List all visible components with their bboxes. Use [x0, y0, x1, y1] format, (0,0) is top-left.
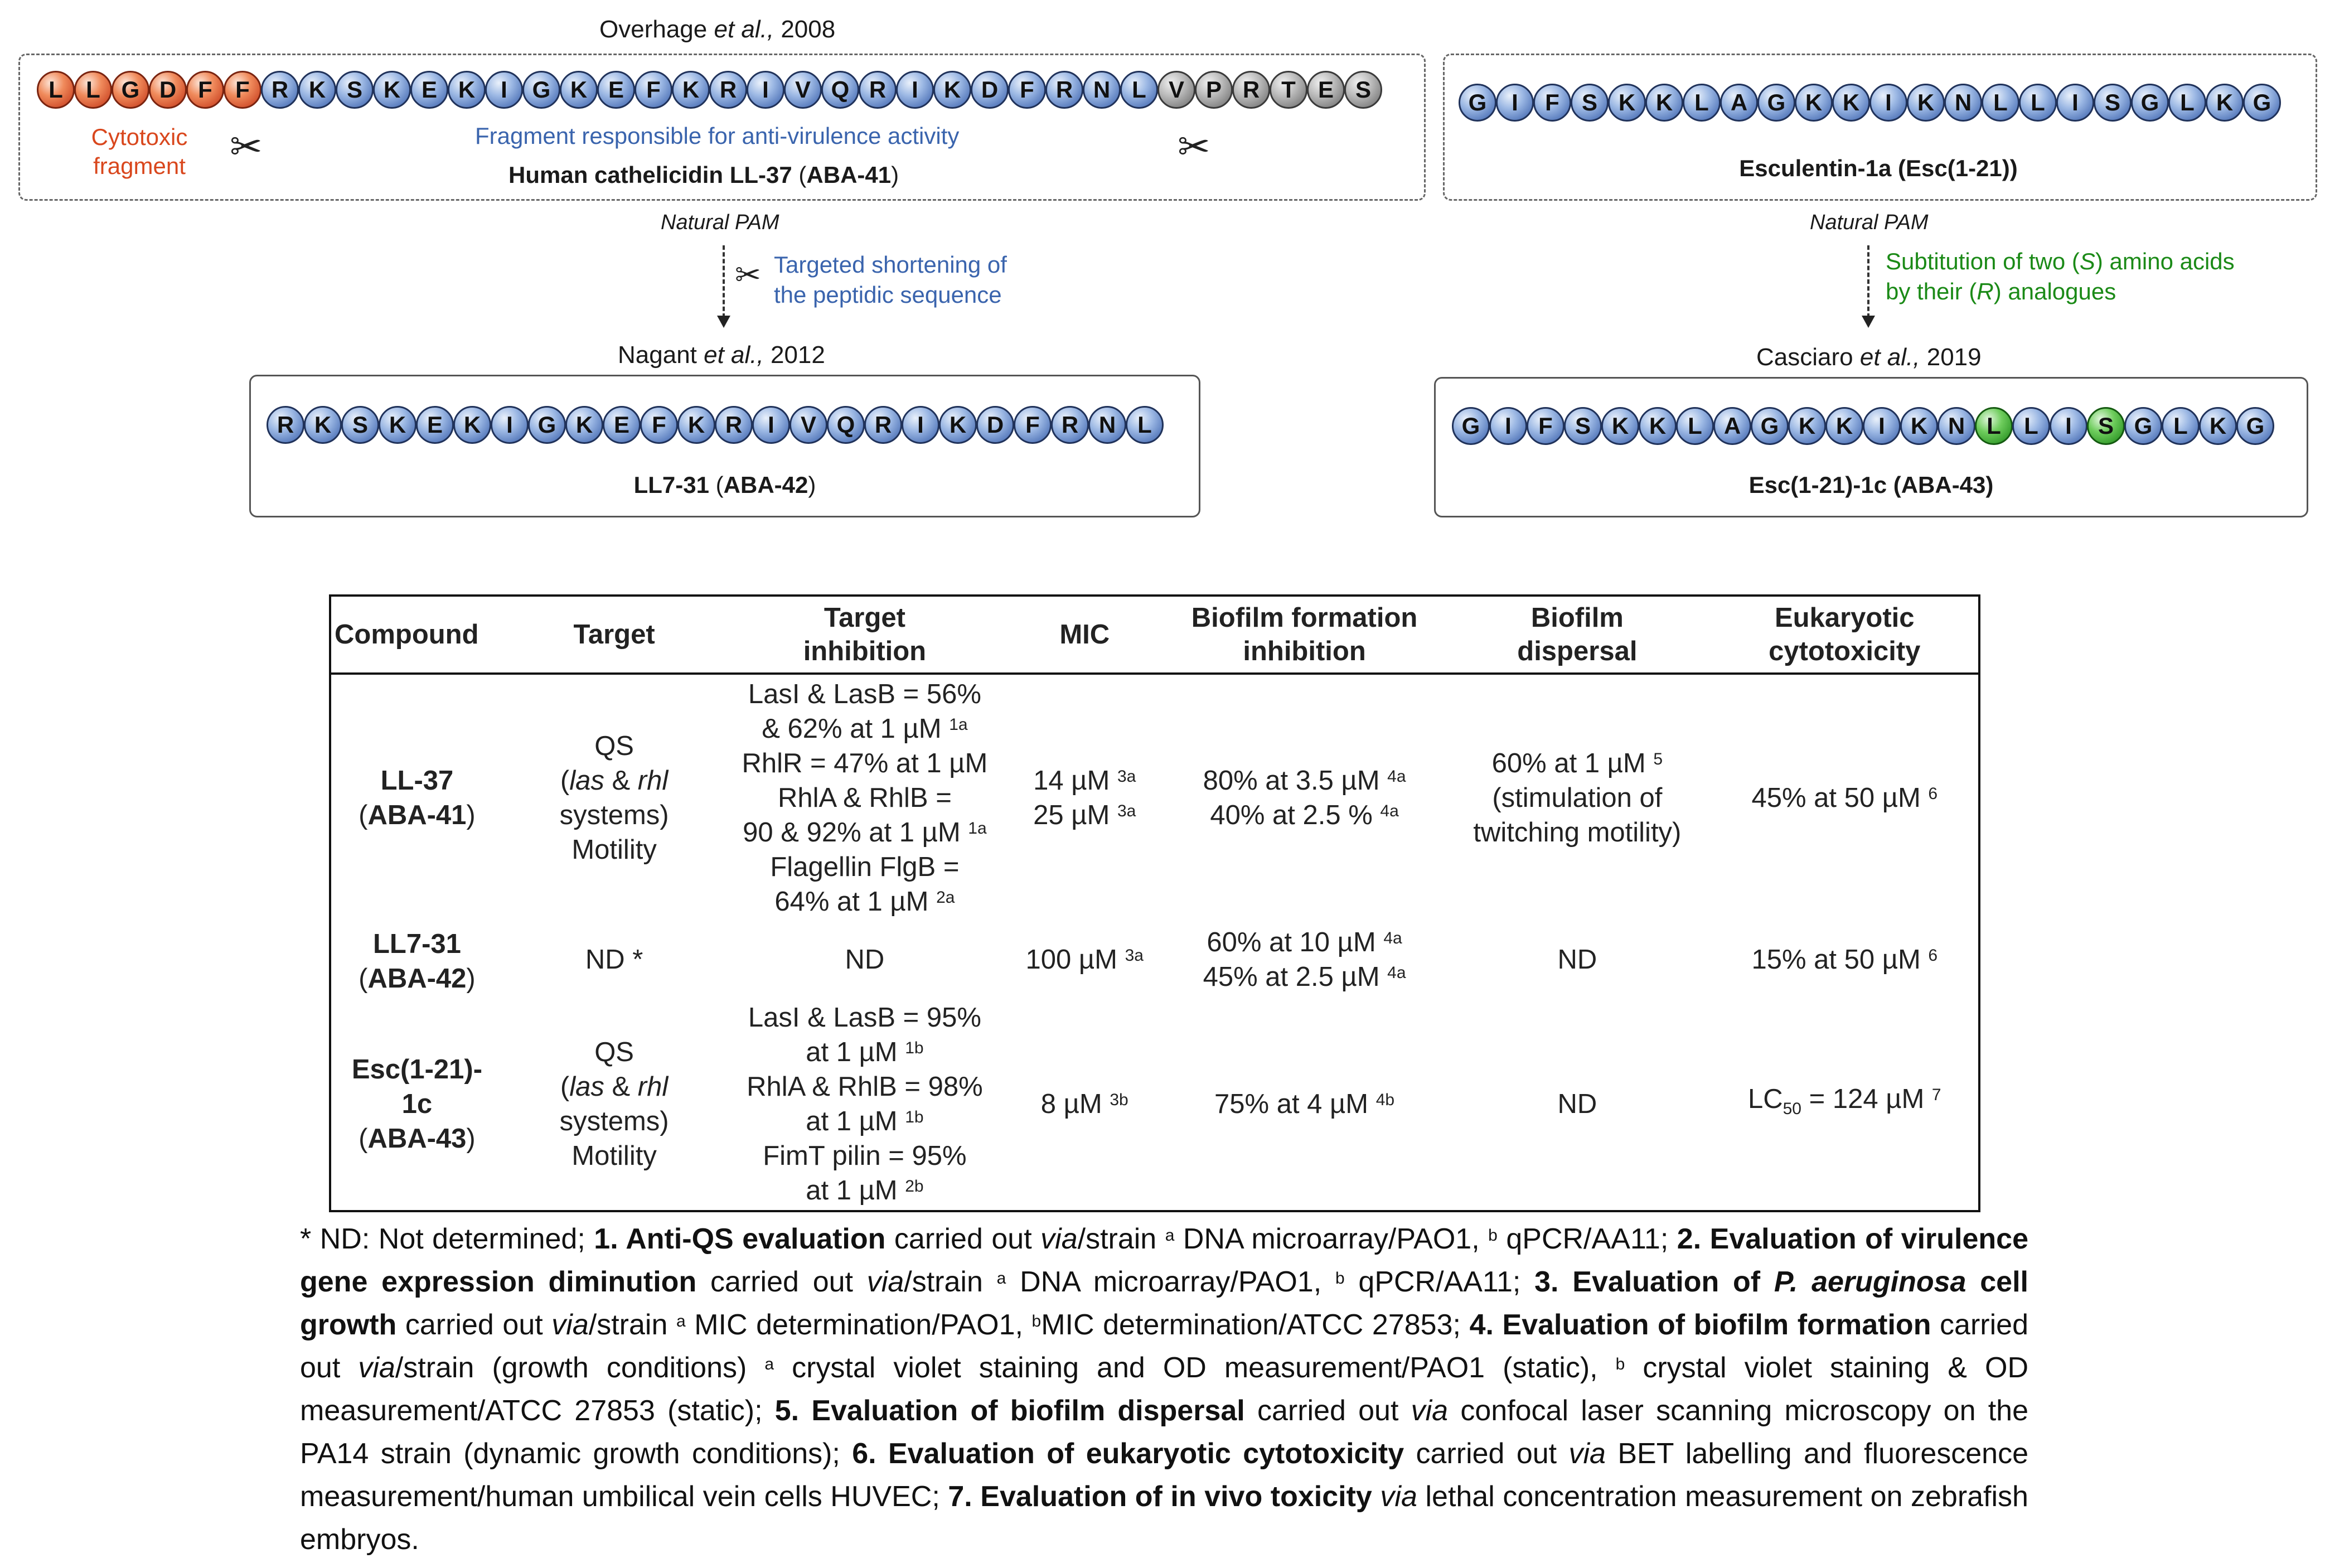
header-target: Target [503, 596, 725, 674]
residue-r: R [267, 406, 304, 444]
biofilm-formation-cell: 80% at 3.5 µM $^{4a}$ 40% at 2.5 % $^{4a}$ [1203, 766, 1406, 830]
residue-g: G [522, 71, 560, 109]
residue-r: R [1045, 71, 1083, 109]
residue-i: I [752, 406, 790, 444]
biofilm-formation-cell: 60% at 10 µM $^{4a}$ 45% at 2.5 µM $^{4a}$ [1203, 927, 1406, 992]
header-target-inhibition: Target inhibition [725, 596, 1004, 674]
residue-f: F [640, 406, 678, 444]
residue-v: V [789, 406, 827, 444]
header-biofilm-dispersal: Biofilm dispersal [1444, 596, 1711, 674]
table-row [330, 921, 1979, 998]
biofilm-formation-cell: 75% at 4 µM $^{4b}$ [1214, 1089, 1395, 1119]
residue-i: I [1496, 84, 1534, 122]
residue-k: K [1825, 407, 1863, 445]
residue-r: R [864, 406, 902, 444]
mic-cell: 14 µM $^{3a}$ 25 µM $^{3a}$ [1033, 766, 1136, 830]
residue-s: S [1571, 84, 1609, 122]
footnote: * ND: Not determined; 1. Anti-QS evaluation carried out via/strain $^a$ DNA microarray/PAO1, $^b$ qPCR/AA11; 2. Evaluation of virulence gene expression diminution carried out via/strain $^a$ DNA microarray/PAO1, $^b$ qPCR/AA11; 3. Evaluation of P. aeruginosa cell growth carried out via/strain $^a$ MIC determination/PAO1, $^b$MIC determination/ATCC 27853; 4. Evaluation of biofilm formation carried out via/strain (growth conditions) $^a$ crystal violet staining and OD measurement/PAO1 (static), $^b$ crystal violet staining & OD measurement/ATCC 27853 (static); 5. Evaluation of biofilm dispersal carried out via confocal laser scanning microscopy on the PA14 strain (dynamic growth conditions); 6. Evaluation of eukaryotic cytotoxicity carried out via BET labelling and fluorescence measurement/human umbilical vein cells HUVEC; 7. Evaluation of in vivo toxicity via lethal concentration measurement on zebrafish embryos. [300, 1223, 2029, 1556]
residue-l: L [1120, 71, 1158, 109]
residue-a: A [1720, 84, 1758, 122]
residue-s: S [2087, 407, 2125, 445]
residue-k: K [1795, 84, 1833, 122]
residue-r: R [1051, 406, 1089, 444]
residue-t: T [1270, 71, 1307, 109]
residue-l: L [2019, 84, 2057, 122]
table-row [330, 998, 1979, 1211]
residue-e: E [597, 71, 635, 109]
residue-l: L [2168, 84, 2206, 122]
residue-i: I [485, 71, 523, 109]
residue-k: K [560, 71, 598, 109]
mic-cell: 100 µM $^{3a}$ [1025, 945, 1144, 975]
residue-i: I [902, 406, 939, 444]
residue-k: K [1645, 84, 1683, 122]
residue-l: L [1982, 84, 2019, 122]
residue-k: K [2199, 407, 2237, 445]
residue-g: G [1452, 407, 1490, 445]
residue-l: L [1676, 407, 1714, 445]
residue-k: K [1601, 407, 1639, 445]
dispersal-cell: ND [1557, 945, 1597, 975]
citation-overhage: Overhage et al., 2008 [599, 16, 836, 43]
citation-casciaro: Casciaro et al., 2019 [1756, 343, 1982, 371]
table-row [330, 674, 1979, 921]
cytotoxicity-cell: 45% at 50 µM $^6$ [1751, 783, 1938, 813]
citation-nagant: Nagant et al., 2012 [618, 341, 825, 369]
residue-f: F [1527, 407, 1564, 445]
residue-g: G [2131, 84, 2169, 122]
esc1c-sequence [1452, 407, 2274, 445]
residue-l: L [1683, 84, 1721, 122]
inhibition-cell: ND [845, 945, 885, 975]
arrow-left [723, 245, 725, 318]
residue-s: S [2094, 84, 2132, 122]
residue-g: G [1459, 84, 1496, 122]
residue-i: I [747, 71, 784, 109]
residue-s: S [336, 71, 374, 109]
residue-l: L [37, 71, 75, 109]
dispersal-cell: ND [1557, 1089, 1597, 1119]
residue-k: K [304, 406, 342, 444]
ll37-title: Human cathelicidin LL-37 (ABA-41) [508, 162, 899, 188]
residue-e: E [1307, 71, 1345, 109]
residue-r: R [261, 71, 299, 109]
scissors-icon: ✂ [735, 257, 761, 292]
ll731-sequence [267, 406, 1163, 444]
residue-g: G [1751, 407, 1789, 445]
inhibition-cell: LasI & LasB = 56% & 62% at 1 µM $^{1a}$ RhlR = 47% at 1 µM RhlA & RhlB = 90 & 92% at 1 µM $^{1a}$ Flagellin FlgB = 64% at 1 µM $^{2a}$ [742, 679, 988, 917]
cytotoxicity-cell: 15% at 50 µM $^6$ [1751, 945, 1938, 975]
residue-l: L [74, 71, 112, 109]
residue-f: F [1014, 406, 1052, 444]
residue-g: G [1757, 84, 1795, 122]
natural-pam-right: Natural PAM [1810, 211, 1929, 234]
residue-q: Q [827, 406, 865, 444]
residue-f: F [224, 71, 261, 109]
residue-d: D [149, 71, 187, 109]
shortening-label: Targeted shortening of the peptidic sequence [774, 251, 1007, 308]
results-table [329, 594, 1980, 1212]
residue-i: I [1863, 407, 1901, 445]
residue-v: V [784, 71, 822, 109]
residue-k: K [373, 71, 411, 109]
header-compound: Compound [330, 596, 503, 674]
antivirulence-label: Fragment responsible for anti-virulence activity [475, 123, 960, 149]
residue-i: I [896, 71, 934, 109]
residue-f: F [634, 71, 672, 109]
residue-g: G [2236, 407, 2274, 445]
residue-k: K [672, 71, 710, 109]
residue-f: F [186, 71, 224, 109]
residue-k: K [453, 406, 491, 444]
compound-cell: LL-37 (ABA-41) [359, 766, 476, 830]
residue-i: I [2056, 84, 2094, 122]
arrowhead-right [1862, 316, 1875, 328]
residue-s: S [341, 406, 379, 444]
residue-p: P [1195, 71, 1233, 109]
residue-f: F [1008, 71, 1046, 109]
scissors-icon: ✂ [230, 125, 263, 168]
residue-r: R [859, 71, 897, 109]
residue-l: L [1975, 407, 2013, 445]
residue-v: V [1157, 71, 1195, 109]
header-biofilm-formation: Biofilm formation inhibition [1165, 596, 1444, 674]
residue-k: K [2206, 84, 2244, 122]
header-mic: MIC [1004, 596, 1165, 674]
table-header-row [330, 596, 1979, 674]
residue-k: K [1832, 84, 1870, 122]
residue-k: K [939, 406, 977, 444]
header-cytotoxicity: Eukaryotic cytotoxicity [1711, 596, 1979, 674]
residue-d: D [971, 71, 1009, 109]
dispersal-cell: 60% at 1 µM $^5$ (stimulation of twitching motility) [1473, 748, 1682, 848]
residue-a: A [1713, 407, 1751, 445]
ll37-sequence [37, 71, 1382, 109]
compound-cell: LL7-31 (ABA-42) [359, 929, 476, 994]
residue-f: F [1533, 84, 1571, 122]
residue-r: R [715, 406, 753, 444]
target-cell: QS (las & rhl systems) Motility [559, 731, 669, 865]
residue-n: N [1088, 406, 1126, 444]
residue-g: G [528, 406, 566, 444]
arrow-right [1867, 245, 1869, 318]
residue-i: I [1489, 407, 1527, 445]
residue-n: N [1944, 84, 1982, 122]
residue-e: E [416, 406, 454, 444]
esculentin-title: Esculentin-1a (Esc(1-21)) [1739, 155, 2018, 181]
mic-cell: 8 µM $^{3b}$ [1040, 1089, 1128, 1119]
residue-k: K [1608, 84, 1646, 122]
residue-i: I [1869, 84, 1907, 122]
residue-s: S [1344, 71, 1382, 109]
cytotoxic-fragment-label: Cytotoxic fragment [91, 124, 188, 179]
residue-g: G [2124, 407, 2162, 445]
residue-e: E [410, 71, 448, 109]
residue-g: G [112, 71, 149, 109]
residue-k: K [1639, 407, 1677, 445]
residue-k: K [1907, 84, 1945, 122]
esculentin-sequence [1459, 84, 2280, 122]
residue-q: Q [821, 71, 859, 109]
residue-e: E [603, 406, 641, 444]
residue-k: K [379, 406, 416, 444]
residue-k: K [565, 406, 603, 444]
natural-pam-left: Natural PAM [661, 211, 779, 234]
residue-d: D [976, 406, 1014, 444]
residue-g: G [2243, 84, 2281, 122]
inhibition-cell: LasI & LasB = 95% at 1 µM $^{1b}$ RhlA & RhlB = 98% at 1 µM $^{1b}$ FimT pilin = 95% at 1 µM $^{2b}$ [747, 1003, 983, 1206]
residue-k: K [933, 71, 971, 109]
substitution-label: Subtitution of two (S) amino acids by their (R) analogues [1886, 248, 2235, 304]
residue-s: S [1564, 407, 1602, 445]
ll731-title: LL7-31 (ABA-42) [633, 472, 816, 498]
residue-l: L [2162, 407, 2200, 445]
residue-k: K [448, 71, 486, 109]
residue-r: R [709, 71, 747, 109]
compound-cell: Esc(1-21)- 1c (ABA-43) [351, 1054, 483, 1154]
residue-l: L [2012, 407, 2050, 445]
residue-k: K [677, 406, 715, 444]
arrowhead-left [717, 316, 730, 328]
scissors-icon: ✂ [1178, 125, 1210, 168]
residue-i: I [491, 406, 529, 444]
residue-l: L [1126, 406, 1164, 444]
residue-n: N [1083, 71, 1121, 109]
residue-k: K [1900, 407, 1938, 445]
target-cell: ND * [585, 945, 643, 975]
residue-r: R [1232, 71, 1270, 109]
target-cell: QS (las & rhl systems) Motility [559, 1037, 669, 1171]
cytotoxicity-cell: $LC_{50} = 124$ µM $^7$ [1747, 1084, 1941, 1118]
residue-k: K [1788, 407, 1826, 445]
residue-k: K [298, 71, 336, 109]
residue-i: I [2050, 407, 2087, 445]
esc1c-title: Esc(1-21)-1c (ABA-43) [1748, 472, 1994, 498]
residue-n: N [1938, 407, 1975, 445]
